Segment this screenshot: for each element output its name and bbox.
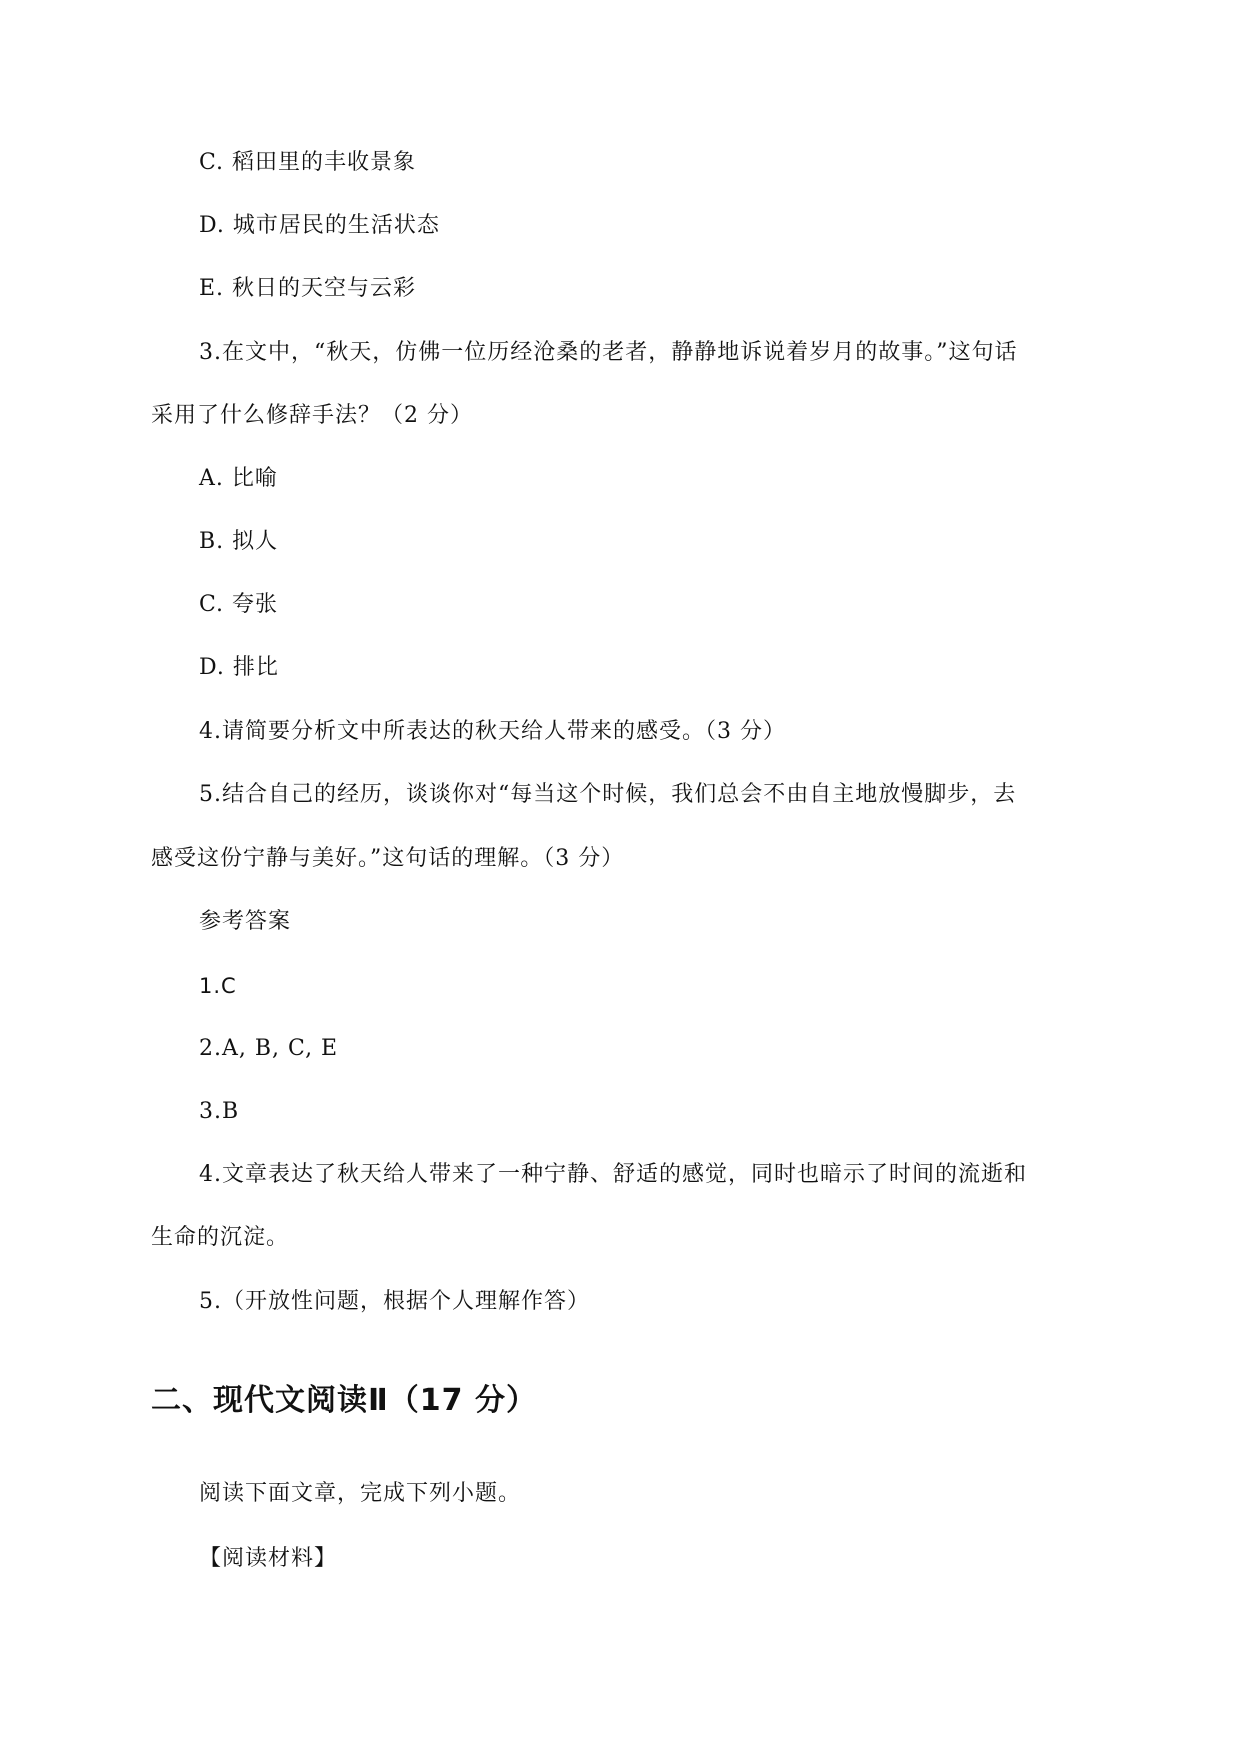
answer-4-line-1: 4.文章表达了秋天给人带来了一种宁静、舒适的感觉，同时也暗示了时间的流逝和 <box>199 1162 1027 1187</box>
question-4: 4.请简要分析文中所表达的秋天给人带来的感受。（3 分） <box>199 719 786 744</box>
reading-instruction: 阅读下面文章，完成下列小题。 <box>199 1481 522 1506</box>
q3-option-b: B. 拟人 <box>199 529 279 554</box>
answer-5: 5.（开放性问题，根据个人理解作答） <box>199 1289 590 1314</box>
answer-key-title: 参考答案 <box>199 909 292 934</box>
answer-2: 2.A, B, C, E <box>199 1036 339 1061</box>
option-e-autumn-sky: E. 秋日的天空与云彩 <box>199 276 417 301</box>
answer-3: 3.B <box>199 1099 240 1124</box>
question-5-line-1: 5.结合自己的经历，谈谈你对“每当这个时候，我们总会不由自主地放慢脚步，去 <box>199 782 1017 807</box>
reading-material-label: 【阅读材料】 <box>199 1546 338 1571</box>
question-3-line-1: 3.在文中，“秋天，仿佛一位历经沧桑的老者，静静地诉说着岁月的故事。”这句话 <box>199 340 1018 365</box>
q3-option-a: A. 比喻 <box>199 466 278 491</box>
answer-1: 1.C <box>199 974 237 998</box>
q3-option-c: C. 夸张 <box>199 592 279 617</box>
option-d-city-life: D. 城市居民的生活状态 <box>199 213 440 238</box>
question-3-line-2: 采用了什么修辞手法？（2 分） <box>151 403 473 428</box>
section-2-heading: 二、现代文阅读Ⅱ（17 分） <box>151 1383 537 1418</box>
option-c-harvest: C. 稻田里的丰收景象 <box>199 150 417 175</box>
answer-4-line-2: 生命的沉淀。 <box>151 1225 290 1250</box>
question-5-line-2: 感受这份宁静与美好。”这句话的理解。（3 分） <box>151 846 625 871</box>
q3-option-d: D. 排比 <box>199 655 279 680</box>
